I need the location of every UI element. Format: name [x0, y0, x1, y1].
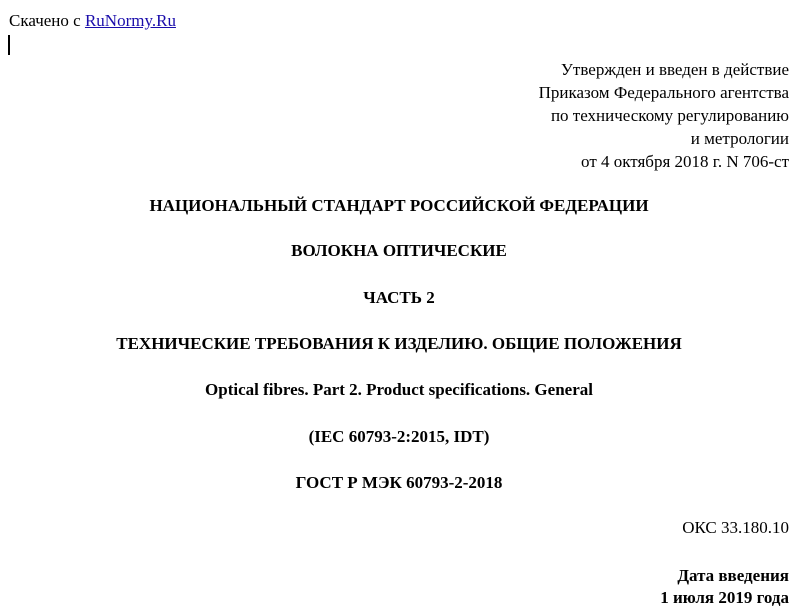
standard-type-heading: НАЦИОНАЛЬНЫЙ СТАНДАРТ РОССИЙСКОЙ ФЕДЕРАЦИИ	[149, 196, 649, 215]
oks-code: ОКС 33.180.10	[682, 518, 789, 537]
source-link[interactable]: RuNormy.Ru	[84, 11, 176, 30]
english-title: Optical fibres. Part 2. Product specifications. General	[205, 380, 593, 399]
approval-line: Приказом Федерального агентства	[538, 83, 789, 102]
approval-line: от 4 октября 2018 г. N 706-ст	[581, 152, 789, 171]
introduction-date-value: 1 июля 2019 года	[660, 588, 789, 607]
approval-block	[539, 58, 789, 173]
introduction-date-label: Дата введения	[677, 566, 789, 585]
gost-number: ГОСТ Р МЭК 60793-2-2018	[295, 473, 503, 492]
approval-line: и метрологии	[690, 129, 789, 148]
iec-reference: (IEC 60793-2:2015, IDT)	[308, 427, 490, 446]
approval-line: по техническому регулированию	[550, 106, 789, 125]
part-number: ЧАСТЬ 2	[363, 288, 435, 307]
introduction-date-block	[660, 565, 789, 609]
text-cursor	[8, 35, 10, 55]
document-subtitle: ТЕХНИЧЕСКИЕ ТРЕБОВАНИЯ К ИЗДЕЛИЮ. ОБЩИЕ ПОЛОЖЕНИЯ	[116, 334, 682, 353]
source-line	[9, 11, 176, 31]
approval-line: Утвержден и введен в действие	[560, 60, 789, 79]
document-title: ВОЛОКНА ОПТИЧЕСКИЕ	[291, 241, 507, 260]
source-prefix: Скачено с	[9, 11, 81, 30]
